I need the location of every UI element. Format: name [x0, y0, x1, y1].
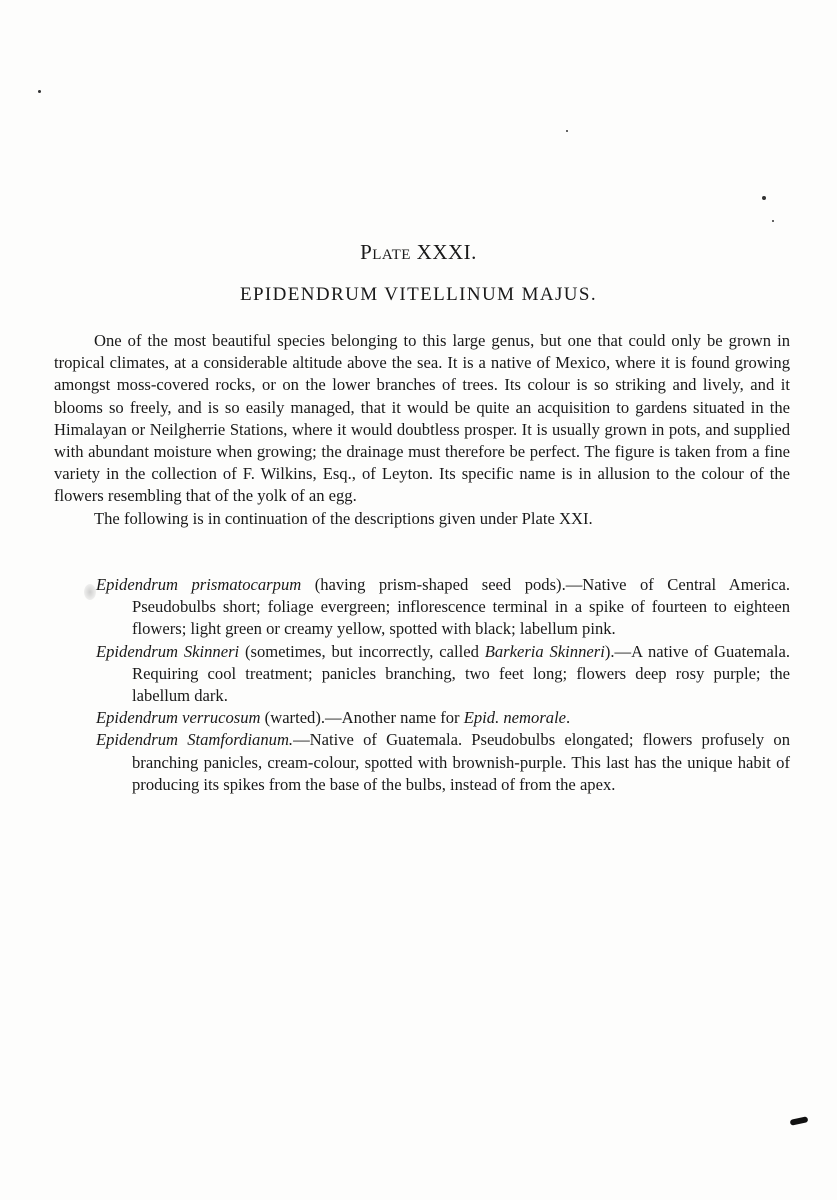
intro-paragraph: One of the most beautiful species belonging to this large genus, but one that could only be grown in tropical climates, at a considerable altitude above the sea. It is a native of Mexico, where it is found growing amongst moss-covered rocks, or on the lower branches of trees. Its colour is so striking and lively, and it blooms so freely, and is so easily managed, that it would be quite an acquisition to gardens situated in the Himalayan or Neilgherrie Stations, where it would doubtless prosper. It is usually grown in pots, and supplied with abundant moisture when growing; the drainage must therefore be perfect. The figure is taken from a fine variety in the collection of F. Wilkins, Esq., of Leyton. Its specific name is in allusion to the colour of the flowers resembling that of the yolk of an egg. — [54, 331, 790, 506]
ink-mark — [790, 1116, 809, 1126]
species-description: —Native of Guatemala. Pseudobulbs elongated; flowers profusely on branching panicles, cream-colour, spotted with brownish-purple. This last has the unique habit of producing its spikes from the base of the bulbs, instead of from the apex. — [132, 730, 790, 794]
species-entry — [96, 641, 790, 708]
ink-smudge — [84, 584, 96, 600]
paper-speck — [566, 130, 568, 132]
species-description: . — [566, 708, 571, 728]
species-description: (warted).—Another name for — [260, 708, 464, 728]
species-description: ).—A native of Guatemala. Requiring cool treatment; panicles branching, two feet long; flowers deep rosy purple; the labellum dark. — [132, 641, 790, 706]
species-name: Epidendrum Skinneri — [96, 641, 240, 661]
species-entry — [96, 574, 790, 641]
paper-speck — [38, 90, 41, 93]
continuation-note: The following is in continuation of the descriptions given under Plate XXI. — [94, 508, 593, 528]
paper-speck — [772, 220, 774, 222]
species-name: Epidendrum Stamfordianum. — [96, 730, 294, 750]
species-description: (sometimes, but incorrectly, called — [239, 641, 485, 661]
plate-number: Plate XXXI. — [360, 240, 477, 264]
species-entry — [96, 729, 790, 796]
species-description: (having prism-shaped seed pods).—Native of Central America. Pseudobulbs short; foliage evergreen; inflorescence terminal in a spike of fourteen to eighteen flowers; light green or creamy yellow, spotted with black; labellum pink. — [132, 575, 790, 639]
plate-title: EPIDENDRUM VITELLINUM MAJUS. — [239, 284, 598, 305]
intro-text — [54, 330, 790, 530]
species-synonym: Barkeria Skinneri — [484, 641, 605, 661]
species-name: Epidendrum verrucosum — [96, 708, 261, 728]
species-list — [96, 574, 790, 796]
species-entry — [96, 707, 790, 729]
paper-speck — [762, 196, 766, 200]
species-synonym: Epid. nemorale — [463, 708, 567, 728]
species-name: Epidendrum prismatocarpum — [96, 575, 302, 594]
